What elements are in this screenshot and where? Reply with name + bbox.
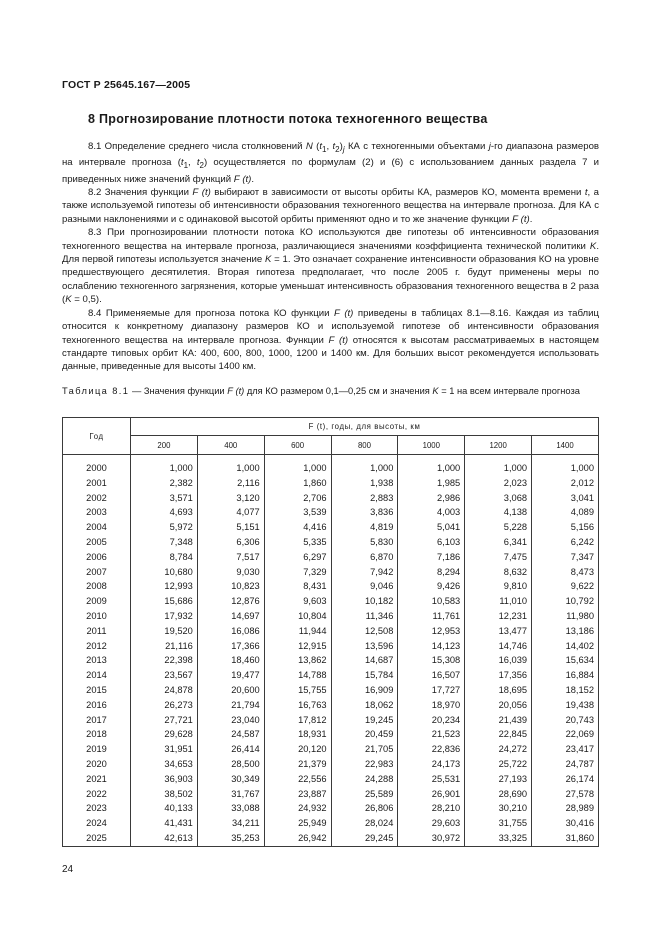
value-cell: 13,186	[532, 624, 599, 639]
year-cell: 2022	[63, 787, 131, 802]
value-cell: 8,473	[532, 565, 599, 580]
paragraph-8-2: 8.2 Значения функции F (t) выбирают в зависимости от высоты орбиты КА, размеров КО, момента времени t, а также используемой гипотезы об интенсивности образования техногенного вещества на интервале прогноза. Для КА с разными наклонениями и с одинаковой высотой орбиты применяют одно и то же значение функции F (t).	[62, 187, 600, 225]
value-cell: 29,603	[398, 816, 465, 831]
value-cell: 13,862	[264, 653, 331, 668]
value-cell: 2,706	[264, 491, 331, 506]
value-cell: 14,746	[465, 639, 532, 654]
value-cell: 22,983	[331, 757, 398, 772]
value-cell: 14,687	[331, 653, 398, 668]
year-cell: 2025	[63, 831, 131, 846]
value-cell: 10,804	[264, 609, 331, 624]
table-row	[63, 455, 599, 476]
table-row	[63, 787, 599, 802]
value-cell: 6,306	[197, 535, 264, 550]
altitude-header: 400	[197, 436, 264, 455]
table-row	[63, 579, 599, 594]
value-cell: 14,123	[398, 639, 465, 654]
table-row	[63, 727, 599, 742]
value-cell: 18,931	[264, 727, 331, 742]
value-cell: 5,228	[465, 520, 532, 535]
value-cell: 14,697	[197, 609, 264, 624]
value-cell: 3,836	[331, 505, 398, 520]
year-cell: 2015	[63, 683, 131, 698]
year-cell: 2003	[63, 505, 131, 520]
value-cell: 13,477	[465, 624, 532, 639]
value-cell: 7,942	[331, 565, 398, 580]
value-cell: 1,938	[331, 476, 398, 491]
value-cell: 1,860	[264, 476, 331, 491]
table-row	[63, 698, 599, 713]
value-cell: 5,335	[264, 535, 331, 550]
value-cell: 28,024	[331, 816, 398, 831]
value-cell: 25,949	[264, 816, 331, 831]
year-cell: 2019	[63, 742, 131, 757]
section-title: 8 Прогнозирование плотности потока техногенного вещества	[88, 112, 488, 126]
value-cell: 16,909	[331, 683, 398, 698]
value-cell: 2,116	[197, 476, 264, 491]
table-row	[63, 742, 599, 757]
year-cell: 2020	[63, 757, 131, 772]
value-cell: 30,972	[398, 831, 465, 846]
value-cell: 12,508	[331, 624, 398, 639]
value-cell: 35,253	[197, 831, 264, 846]
data-table	[62, 417, 599, 847]
value-cell: 28,210	[398, 801, 465, 816]
value-cell: 21,116	[131, 639, 198, 654]
value-cell: 1,000	[532, 455, 599, 476]
value-cell: 3,571	[131, 491, 198, 506]
value-cell: 26,901	[398, 787, 465, 802]
value-cell: 23,040	[197, 713, 264, 728]
value-cell: 27,578	[532, 787, 599, 802]
altitude-header: 1400	[532, 436, 599, 455]
value-cell: 2,012	[532, 476, 599, 491]
value-cell: 16,763	[264, 698, 331, 713]
value-cell: 4,089	[532, 505, 599, 520]
table-caption: Таблица 8.1 — Значения функции F (t) для КО размером 0,1—0,25 см и значения K = 1 на всем интервале прогноза	[62, 386, 580, 396]
value-cell: 4,693	[131, 505, 198, 520]
value-cell: 30,210	[465, 801, 532, 816]
year-cell: 2002	[63, 491, 131, 506]
value-cell: 30,349	[197, 772, 264, 787]
value-cell: 19,477	[197, 668, 264, 683]
value-cell: 5,156	[532, 520, 599, 535]
value-cell: 20,234	[398, 713, 465, 728]
table-row	[63, 609, 599, 624]
value-cell: 4,003	[398, 505, 465, 520]
year-cell: 2010	[63, 609, 131, 624]
value-cell: 25,589	[331, 787, 398, 802]
value-cell: 19,520	[131, 624, 198, 639]
year-cell: 2013	[63, 653, 131, 668]
value-cell: 29,628	[131, 727, 198, 742]
value-cell: 2,023	[465, 476, 532, 491]
value-cell: 7,347	[532, 550, 599, 565]
body-text	[62, 140, 599, 374]
year-cell: 2000	[63, 455, 131, 476]
value-cell: 7,186	[398, 550, 465, 565]
altitude-header: 800	[331, 436, 398, 455]
value-cell: 11,346	[331, 609, 398, 624]
value-cell: 5,972	[131, 520, 198, 535]
year-cell: 2001	[63, 476, 131, 491]
value-cell: 4,138	[465, 505, 532, 520]
value-cell: 17,932	[131, 609, 198, 624]
value-cell: 12,993	[131, 579, 198, 594]
value-cell: 6,242	[532, 535, 599, 550]
value-cell: 2,883	[331, 491, 398, 506]
value-cell: 34,653	[131, 757, 198, 772]
value-cell: 22,836	[398, 742, 465, 757]
year-cell: 2007	[63, 565, 131, 580]
value-cell: 28,690	[465, 787, 532, 802]
table-row	[63, 594, 599, 609]
year-cell: 2023	[63, 801, 131, 816]
value-cell: 3,068	[465, 491, 532, 506]
value-cell: 9,810	[465, 579, 532, 594]
value-cell: 21,794	[197, 698, 264, 713]
value-cell: 3,539	[264, 505, 331, 520]
table-row	[63, 772, 599, 787]
value-cell: 11,980	[532, 609, 599, 624]
table-row	[63, 831, 599, 846]
value-cell: 17,727	[398, 683, 465, 698]
table-row	[63, 801, 599, 816]
value-cell: 4,077	[197, 505, 264, 520]
table-row	[63, 535, 599, 550]
altitude-header: 1200	[465, 436, 532, 455]
year-cell: 2008	[63, 579, 131, 594]
year-cell: 2005	[63, 535, 131, 550]
value-cell: 6,870	[331, 550, 398, 565]
year-cell: 2012	[63, 639, 131, 654]
table-row	[63, 550, 599, 565]
value-cell: 1,000	[197, 455, 264, 476]
value-cell: 12,953	[398, 624, 465, 639]
value-cell: 10,823	[197, 579, 264, 594]
value-cell: 8,632	[465, 565, 532, 580]
value-cell: 16,086	[197, 624, 264, 639]
value-cell: 36,903	[131, 772, 198, 787]
value-cell: 28,989	[532, 801, 599, 816]
table-row	[63, 683, 599, 698]
value-cell: 11,010	[465, 594, 532, 609]
value-cell: 1,000	[264, 455, 331, 476]
table-row	[63, 491, 599, 506]
year-cell: 2017	[63, 713, 131, 728]
value-cell: 2,986	[398, 491, 465, 506]
table-row	[63, 816, 599, 831]
value-cell: 18,460	[197, 653, 264, 668]
value-cell: 1,000	[398, 455, 465, 476]
value-cell: 13,596	[331, 639, 398, 654]
value-cell: 20,743	[532, 713, 599, 728]
altitude-header: 200	[131, 436, 198, 455]
year-cell: 2004	[63, 520, 131, 535]
value-cell: 22,845	[465, 727, 532, 742]
value-cell: 4,416	[264, 520, 331, 535]
value-cell: 7,475	[465, 550, 532, 565]
value-cell: 6,341	[465, 535, 532, 550]
value-cell: 17,356	[465, 668, 532, 683]
value-cell: 31,755	[465, 816, 532, 831]
value-cell: 19,245	[331, 713, 398, 728]
value-cell: 21,439	[465, 713, 532, 728]
altitude-header: 1000	[398, 436, 465, 455]
year-cell: 2014	[63, 668, 131, 683]
value-cell: 22,556	[264, 772, 331, 787]
value-cell: 6,103	[398, 535, 465, 550]
value-cell: 27,193	[465, 772, 532, 787]
value-cell: 20,459	[331, 727, 398, 742]
value-cell: 20,056	[465, 698, 532, 713]
value-cell: 9,426	[398, 579, 465, 594]
value-cell: 5,041	[398, 520, 465, 535]
table-row	[63, 476, 599, 491]
value-cell: 18,152	[532, 683, 599, 698]
paragraph-8-1: 8.1 Определение среднего числа столкновений N ($t_1$, $t_2)_j$ КА с техногенными объектами j-го диапазона размеров на интервале прогноза ($t_1$, $t_2$) осуществляется по формулам (2) и (6) с использованием данных раздела 7 и приведенных ниже значений функций F (t).	[62, 141, 600, 185]
value-cell: 17,812	[264, 713, 331, 728]
value-cell: 12,915	[264, 639, 331, 654]
value-cell: 26,414	[197, 742, 264, 757]
value-cell: 12,231	[465, 609, 532, 624]
value-cell: 41,431	[131, 816, 198, 831]
value-cell: 24,173	[398, 757, 465, 772]
value-cell: 7,517	[197, 550, 264, 565]
table-row	[63, 624, 599, 639]
value-cell: 14,788	[264, 668, 331, 683]
value-cell: 24,878	[131, 683, 198, 698]
value-cell: 24,288	[331, 772, 398, 787]
year-cell: 2009	[63, 594, 131, 609]
paragraph-8-3: 8.3 При прогнозировании плотности потока КО используются две гипотезы об интенсивности образования техногенного вещества на интервале прогноза, различающиеся значениями коэффициента технической политики K. Для первой гипотезы используется значение K = 1. Это означает сохранение интенсивности образования КО на уровне предшествующего десятилетия. Вторая гипотеза предполагает, что после 2005 г. будут применены меры по ослаблению техногенного загрязнения, которые уменьшат интенсивность образования техногенного вещества в 2 раза (K = 0,5).	[62, 227, 599, 306]
table-row	[63, 713, 599, 728]
value-cell: 23,887	[264, 787, 331, 802]
year-cell: 2011	[63, 624, 131, 639]
value-cell: 25,531	[398, 772, 465, 787]
value-cell: 22,398	[131, 653, 198, 668]
value-cell: 1,000	[331, 455, 398, 476]
paragraph-8-4: 8.4 Применяемые для прогноза потока КО функции F (t) приведены в таблицах 8.1—8.16. Каждая из таблиц относится к конкретному диапазону размеров КО и используемой гипотезе об интенсивности образования техногенного вещества на интервале прогноза. Функции F (t) относятся к высотам рассматриваемых в настоящем стандарте типовых орбит КА: 400, 600, 800, 1000, 1200 и 1400 км. Для больших высот рекомендуется использовать данные, приведенные для высоты 1400 км.	[62, 307, 599, 373]
value-cell: 21,523	[398, 727, 465, 742]
value-cell: 24,587	[197, 727, 264, 742]
value-cell: 23,567	[131, 668, 198, 683]
value-cell: 1,000	[465, 455, 532, 476]
value-cell: 9,030	[197, 565, 264, 580]
value-cell: 9,046	[331, 579, 398, 594]
value-cell: 12,876	[197, 594, 264, 609]
table-caption-label: Таблица 8.1	[62, 386, 130, 396]
value-cell: 1,000	[131, 455, 198, 476]
value-cell: 11,761	[398, 609, 465, 624]
value-cell: 26,174	[532, 772, 599, 787]
value-cell: 30,416	[532, 816, 599, 831]
value-cell: 6,297	[264, 550, 331, 565]
value-cell: 7,348	[131, 535, 198, 550]
value-cell: 16,507	[398, 668, 465, 683]
value-cell: 24,932	[264, 801, 331, 816]
value-cell: 19,438	[532, 698, 599, 713]
value-cell: 33,088	[197, 801, 264, 816]
value-cell: 27,721	[131, 713, 198, 728]
value-cell: 3,041	[532, 491, 599, 506]
value-cell: 8,294	[398, 565, 465, 580]
year-cell: 2021	[63, 772, 131, 787]
function-group-header: F (t), годы, для высоты, км	[131, 418, 599, 436]
value-cell: 25,722	[465, 757, 532, 772]
value-cell: 1,985	[398, 476, 465, 491]
value-cell: 14,402	[532, 639, 599, 654]
value-cell: 31,951	[131, 742, 198, 757]
value-cell: 23,417	[532, 742, 599, 757]
value-cell: 15,686	[131, 594, 198, 609]
value-cell: 31,767	[197, 787, 264, 802]
value-cell: 22,069	[532, 727, 599, 742]
value-cell: 18,062	[331, 698, 398, 713]
value-cell: 5,151	[197, 520, 264, 535]
value-cell: 10,792	[532, 594, 599, 609]
table-row	[63, 520, 599, 535]
year-column-header: Год	[63, 418, 131, 455]
value-cell: 4,819	[331, 520, 398, 535]
value-cell: 9,622	[532, 579, 599, 594]
value-cell: 29,245	[331, 831, 398, 846]
value-cell: 15,634	[532, 653, 599, 668]
value-cell: 20,600	[197, 683, 264, 698]
value-cell: 15,784	[331, 668, 398, 683]
value-cell: 33,325	[465, 831, 532, 846]
value-cell: 28,500	[197, 757, 264, 772]
value-cell: 21,379	[264, 757, 331, 772]
value-cell: 10,680	[131, 565, 198, 580]
year-cell: 2018	[63, 727, 131, 742]
table-row	[63, 565, 599, 580]
value-cell: 38,502	[131, 787, 198, 802]
page-number: 24	[62, 864, 74, 875]
value-cell: 8,431	[264, 579, 331, 594]
value-cell: 24,272	[465, 742, 532, 757]
value-cell: 2,382	[131, 476, 198, 491]
value-cell: 17,366	[197, 639, 264, 654]
value-cell: 26,806	[331, 801, 398, 816]
value-cell: 26,273	[131, 698, 198, 713]
table-row	[63, 639, 599, 654]
value-cell: 24,787	[532, 757, 599, 772]
value-cell: 21,705	[331, 742, 398, 757]
value-cell: 20,120	[264, 742, 331, 757]
table-row	[63, 668, 599, 683]
value-cell: 34,211	[197, 816, 264, 831]
value-cell: 18,970	[398, 698, 465, 713]
value-cell: 31,860	[532, 831, 599, 846]
value-cell: 9,603	[264, 594, 331, 609]
value-cell: 3,120	[197, 491, 264, 506]
altitude-header: 600	[264, 436, 331, 455]
value-cell: 40,133	[131, 801, 198, 816]
document-standard-code: ГОСТ Р 25645.167—2005	[62, 79, 191, 91]
value-cell: 10,583	[398, 594, 465, 609]
value-cell: 18,695	[465, 683, 532, 698]
value-cell: 10,182	[331, 594, 398, 609]
table-row	[63, 505, 599, 520]
year-cell: 2016	[63, 698, 131, 713]
value-cell: 42,613	[131, 831, 198, 846]
value-cell: 5,830	[331, 535, 398, 550]
table-row	[63, 653, 599, 668]
table-row	[63, 757, 599, 772]
value-cell: 15,755	[264, 683, 331, 698]
year-cell: 2024	[63, 816, 131, 831]
value-cell: 16,039	[465, 653, 532, 668]
value-cell: 26,942	[264, 831, 331, 846]
value-cell: 7,329	[264, 565, 331, 580]
year-cell: 2006	[63, 550, 131, 565]
value-cell: 15,308	[398, 653, 465, 668]
value-cell: 16,884	[532, 668, 599, 683]
value-cell: 11,944	[264, 624, 331, 639]
value-cell: 8,784	[131, 550, 198, 565]
